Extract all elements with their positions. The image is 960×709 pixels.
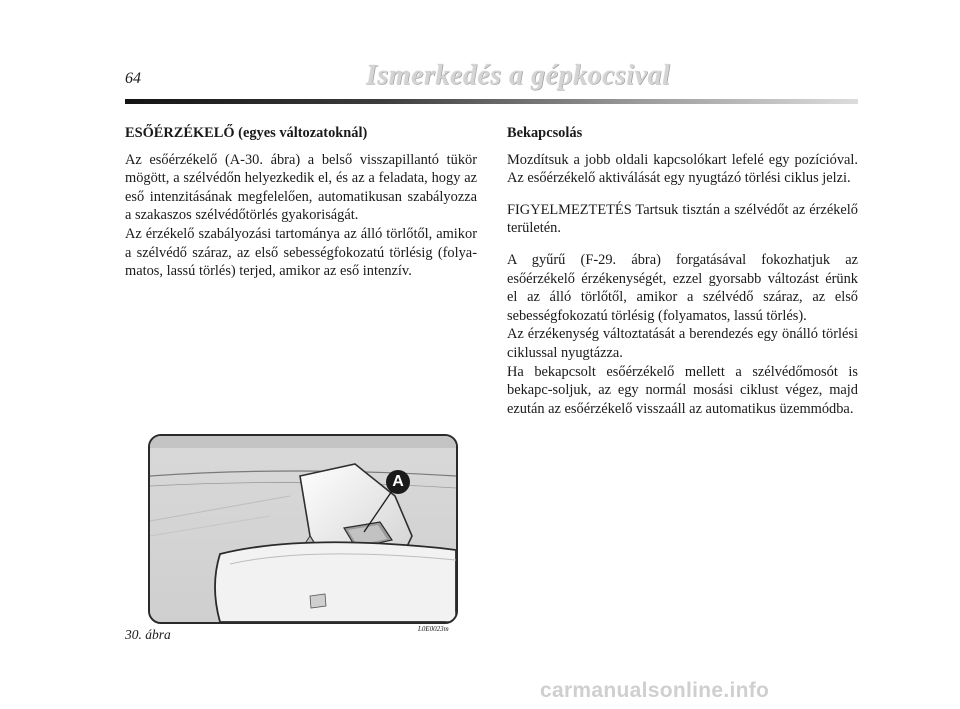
section-title-activation: Bekapcsolás	[507, 125, 583, 141]
body-paragraph: A gyűrű (F-29. ábra) forgatásával fokozhatjuk az esőérzékelő érzékenységét, ezzel gyorsabb változást érünk el az álló törlőtől, amikor a szélvédő száraz, az első sebességfokozatú törlésig (folyamatos, lassú törlés).	[507, 251, 858, 324]
figure-code: L0E0023m	[418, 625, 449, 633]
figure-rain-sensor-illustration	[148, 434, 458, 624]
figure-caption: 30. ábra	[125, 627, 171, 642]
body-paragraph: Az esőérzékelő (A-30. ábra) a belső visszapillantó tükör mögött, a szélvédőn helyezkedik el, és az a feladata, hogy az eső intenzitásának megfelelően, automatikusan szabályozza a szakaszos szélvédőtörlés gyakoriságát.	[125, 151, 477, 224]
warning-label: FIGYELMEZTETÉS	[507, 201, 632, 218]
rain-sensor-illustration	[150, 436, 456, 622]
warning-paragraph	[507, 201, 858, 238]
header-rule	[125, 99, 858, 104]
page-number: 64	[125, 70, 141, 87]
chapter-title: Ismerkedés a gépkocsival	[366, 60, 671, 91]
left-column	[125, 124, 477, 281]
body-paragraph: Ha bekapcsolt esőérzékelő mellett a szélvédőmosót is bekapc-soljuk, az egy normál mosási ciklust végez, majd ezután az esőérzékelő visszaáll az automatikus üzemmódba.	[507, 363, 858, 417]
callout-a-label: A	[392, 473, 404, 490]
body-paragraph: Az érzékelő szabályozási tartománya az álló törlőtől, amikor a szélvédő száraz, az első sebességfokozatú törlésig (folya-matos, lassú törlés) terjed, amikor az eső intenzív.	[125, 225, 477, 280]
right-column	[507, 124, 858, 418]
warning-text: Tartsuk tisztán a szélvédőt az érzékelő területén.	[507, 201, 858, 237]
watermark: carmanualsonline.info	[540, 679, 770, 702]
body-paragraph: Mozdítsuk a jobb oldali kapcsolókart lefelé egy pozícióval. Az esőérzékelő aktiválását egy nyugtázó törlési ciklus jelzi.	[507, 151, 858, 187]
rearview-mirror	[215, 542, 456, 622]
body-paragraph: Az érzékenység változtatását a berendezés egy önálló törlési ciklussal nyugtázza.	[507, 326, 858, 361]
section-title-rain-sensor: ESŐÉRZÉKELŐ (egyes változatoknál)	[125, 125, 368, 141]
